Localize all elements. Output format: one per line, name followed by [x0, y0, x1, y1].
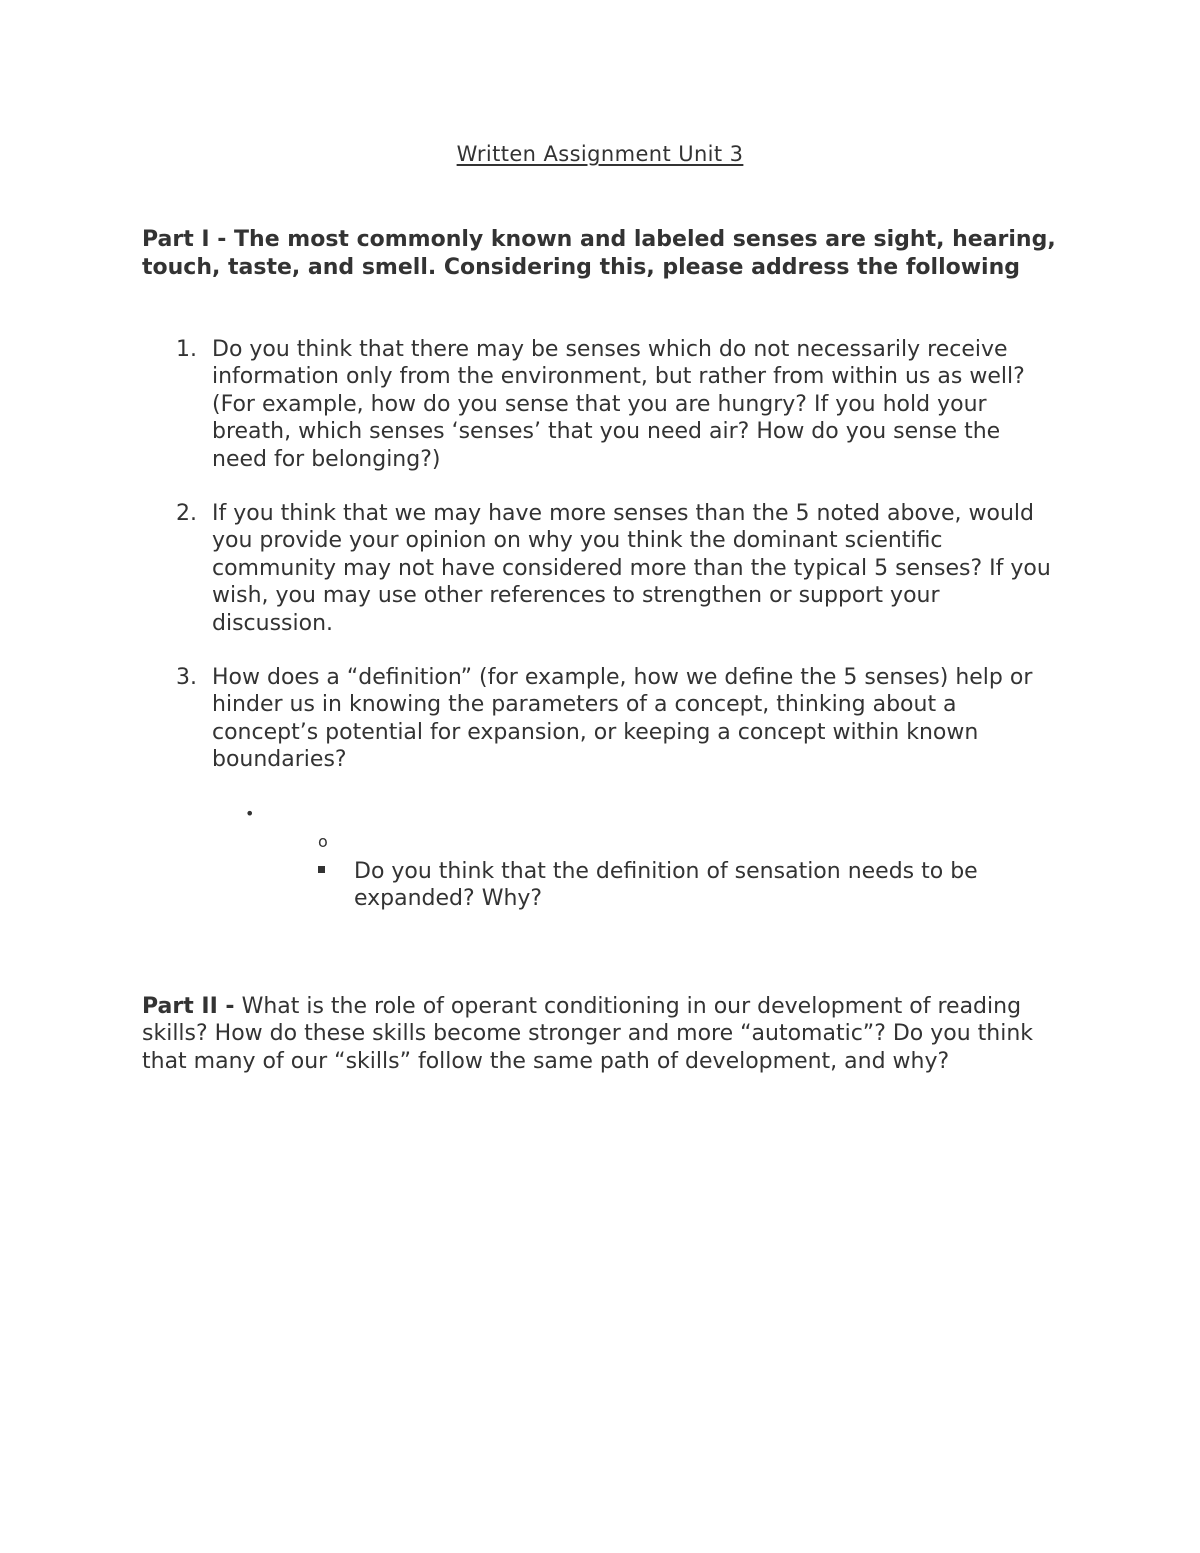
document-title: Written Assignment Unit 3 — [456, 142, 744, 166]
question-item-1 — [142, 336, 1062, 473]
question-list — [142, 336, 1062, 801]
part2-label: Part II - — [142, 994, 235, 1019]
part1-intro: Part I - The most commonly known and labeled senses are sight, hearing, touch, taste, and smell. Considering this, please address the following — [142, 227, 1056, 280]
bullet-level2-marker: o — [318, 832, 328, 851]
question-number: 1. — [176, 337, 197, 362]
question-number: 3. — [176, 665, 197, 691]
sub-question-text: Do you think that the definition of sensation needs to be expanded? Why? — [354, 859, 978, 912]
question-text: If you think that we may have more senses than the 5 noted above, would you provide your opinion on why you think the dominant scientific community may not have considered more than the typical 5 senses? If you wish, you may use other references to strengthen or support your discussion. — [212, 501, 1051, 636]
question-number: 2. — [176, 501, 197, 527]
question-text: Do you think that there may be senses which do not necessarily receive information only from the environment, but rather from within us as well? (For example, how do you sense that you are hungry? If you hold your breath, which senses ‘senses’ that you need air? How do you sense the need for belonging?) — [212, 337, 1025, 472]
sub-question-item — [318, 858, 1038, 913]
bullet-level1-marker: • — [245, 804, 255, 823]
part2-text: What is the role of operant conditioning in our development of reading skills? How do these skills become stronger and more “automatic”? Do you think that many of our “skills” follow the same path of development, and why? — [142, 994, 1034, 1074]
question-text: How does a “definition” (for example, how we define the 5 senses) help or hinder us in knowing the parameters of a concept, thinking about a concept’s potential for expansion, or keeping a concept within known boundaries? — [212, 665, 1033, 773]
question-item-3 — [142, 664, 1062, 774]
part2-paragraph — [142, 993, 1062, 1075]
square-bullet-icon — [318, 866, 325, 873]
question-item-2 — [142, 500, 1062, 637]
